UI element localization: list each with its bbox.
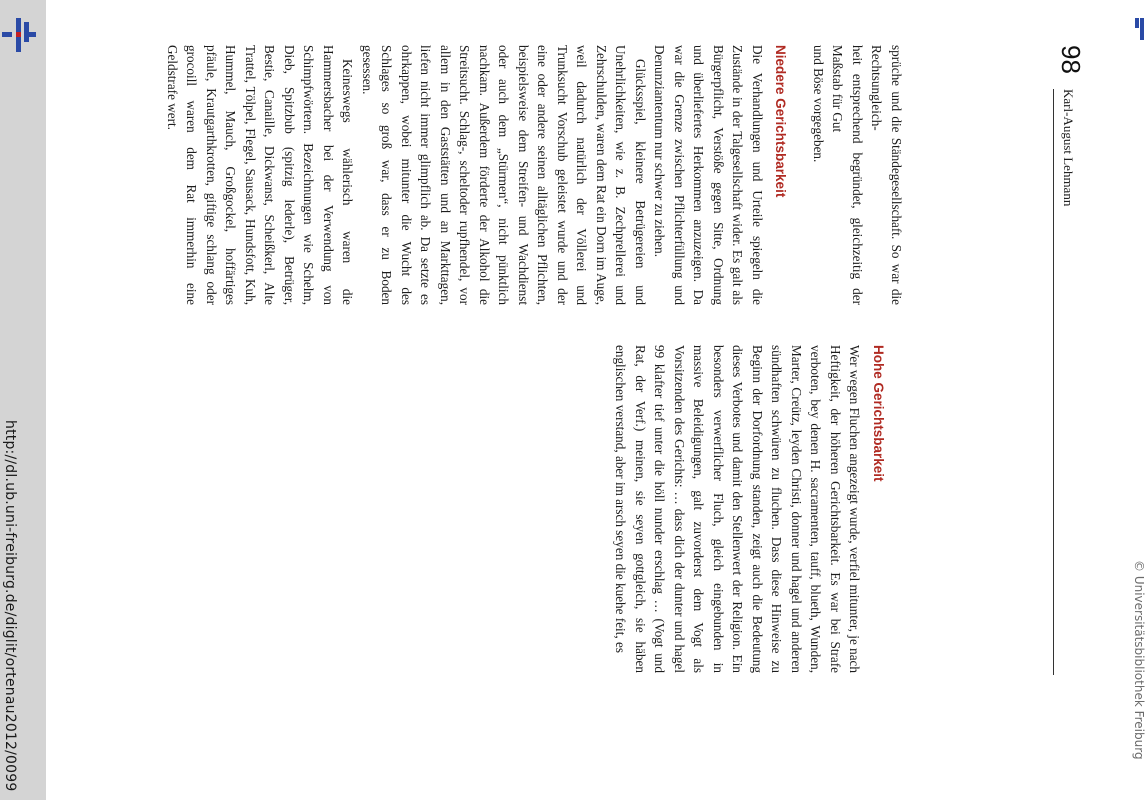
paragraph: Glücksspiel, kleinere Betrügereien und Unehrlichkeiten, wie z. B. Zechprellerei und Zehrschulden, waren dem Rat ein Dorn im Auge, weil dadurch natürlich der Völlerei und Trunksucht Vorschub geleistet wurde und der eine oder andere seinen alltäglichen Pflichten, beispielsweise dem Streifen- und Wachdienst oder auch dem „Stürmen“, nicht pünktlich nachkam. Außerdem förderte der Alkohol die Streitsucht. Schlag-, scheltoder rupfhendel, vor allem in den Gaststätten und an Markttagen, liefen nicht immer glimpflich ab. Da setzte es ohrkappen, wobei mitunter die Wucht des Schlages so groß war, dass er zu Boden gesessen. <box>360 45 648 305</box>
header-rule <box>1053 89 1054 675</box>
viewer-left-margin <box>0 0 46 800</box>
section-heading: Niedere Gerichtsbarkeit <box>773 45 789 198</box>
source-url[interactable]: http://dl.ub.uni-freiburg.de/diglit/ortenau2012/0099 <box>2 420 18 792</box>
page-header <box>1028 45 1090 685</box>
intro-line: heit entsprechend begründet, gleichzeitig der Maßstab für Gut <box>830 45 865 305</box>
intro-line: und Böse vorgegeben. <box>811 45 826 163</box>
library-logo-icon <box>2 18 40 52</box>
text-column-right <box>611 345 906 673</box>
paragraph: Wer wegen Fluchen angezeigt wurde, verfiel mitunter, je nach Heftigkeit, der höheren Gerichtsbarkeit. Es war bei Strafe verboten, bey denen H. sacramenten, tauff, blueth, Wunden, Marter, Creütz, leyden Christi, donner und hagel und anderen sündhaften schwüren zu fluchen. Dass diese Hinweise zu Beginn der Dorfordnung standen, zeigt auch die Bedeutung dieses Verbotes und damit den Stellenwert der Religion. Ein besonders verwerflicher Fluch, gleich eingebunden in massive Beleidigungen, galt zuvorderst dem Vogt als Vorsitzenden des Gerichts: … dass dich der dunter und hagel 99 klafter tief unter die höll nunder erschlag … (Vogt und Rat, der Verf.) meinen, sie seyen gottgleich, sie häben englischen verstand, aber im arsch seyen die kuehe feit, es <box>613 345 863 673</box>
library-mark-icon <box>1135 18 1145 40</box>
paragraph: Keineswegs wählerisch waren die Hammersbacher bei der Verwendung von Schimpfwörtern. Bezeichnungen wie Schelm, Dieb, Spitzbub (spitzig lederle), Betrüger, Bestie, Canaille, Dickwanst, Scheißkerl, Alte Trattel, Tölpel, Flegel, Sausack, Hundsfott, Kuh, Hummel, Mauch, Großgockel, hoffärtiges pfäule, Krautgarthkrotten, giftige schlang oder grocoill waren dem Rat immerhin eine Geldstrafe wert. <box>165 45 356 305</box>
right-edge-copyright: © Universitätsbibliothek Freiburg <box>1132 560 1146 760</box>
paragraph: Die Verhandlungen und Urteile spiegeln die Zustände in der Talgesellschaft wider. Es galt als Bürgerpflicht, Verstöße gegen Sitte, Ordnung und überliefertes Herkommen anzuzeigen. Da war die Grenze zwischen Pflichterfüllung und Denunziantentum nur schwer zu ziehen. <box>652 45 765 305</box>
page-number: 98 <box>1056 45 1086 74</box>
intro-line: sprüche und die Ständegesellschaft. So war die Rechtsungleich- <box>869 45 904 305</box>
text-column-left <box>163 45 907 305</box>
running-head: Karl-August Lehmann <box>1061 89 1076 207</box>
section-heading: Hohe Gerichtsbarkeit <box>871 345 886 482</box>
scanned-page <box>165 45 1090 685</box>
